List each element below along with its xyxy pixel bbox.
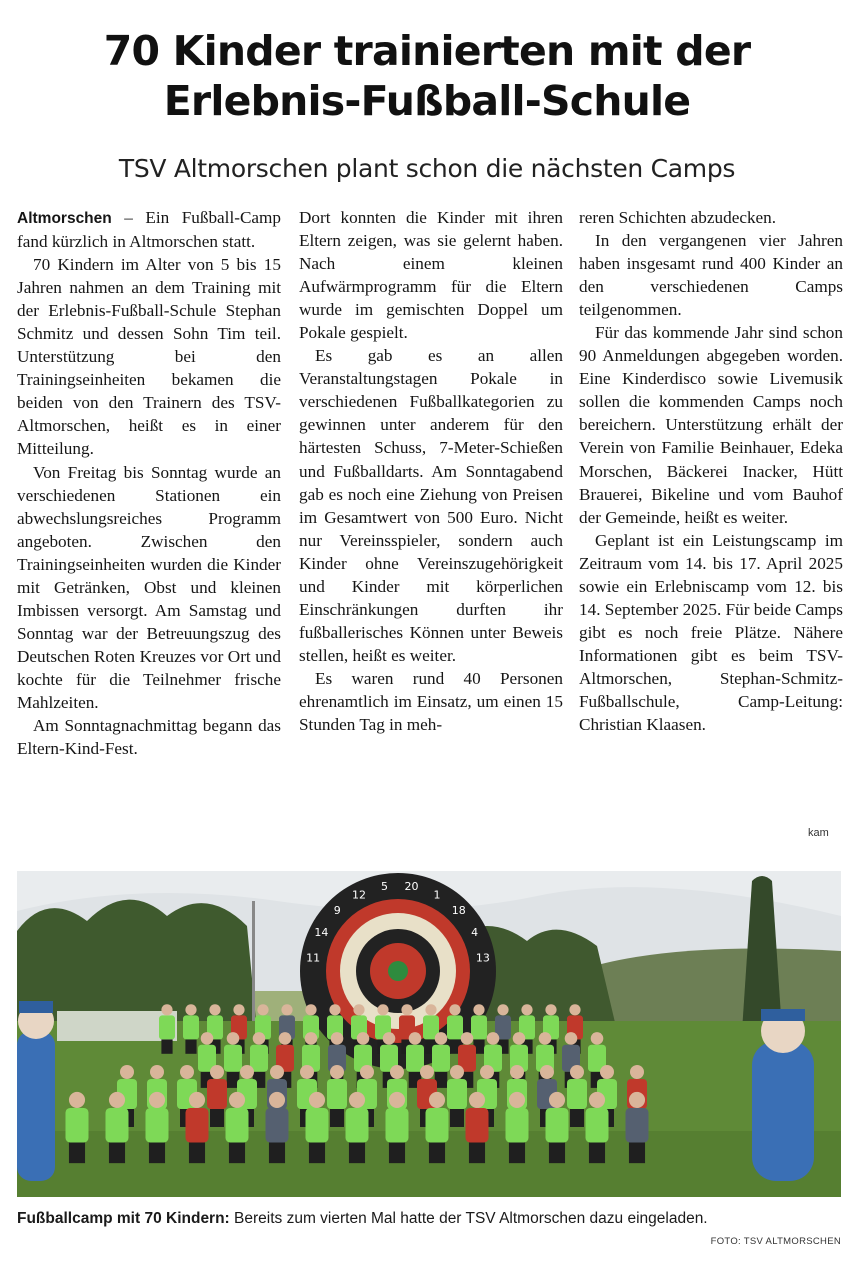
- paragraph-3: Von Freitag bis Sonntag wurde an verschiedenen Stationen ein abwechslungsreiches Programm angeboten. Zwischen den Trainingseinheiten wurden die Kinder mit Getränken, Obst und kleinen Imbissen versorgt. Am Samstag und Sonntag war der Betreuungszug des Deutschen Roten Kreuzes vor Ort und kochte für die Teilnehmer frische Mahlzeiten.: [17, 462, 281, 712]
- paragraph-9: Geplant ist ein Leistungscamp im Zeitraum vom 14. bis 17. April 2025 sowie ein Erlebniscamp vom 12. bis 14. September 2025. Für beide Camps gibt es noch freie Plätze. Nähere Informationen gibt es beim TSV-Altmorschen, Stephan-Schmitz-Fußballschule, Camp-Leitung: Christian Klaasen.: [579, 530, 843, 735]
- paragraph-4a: Am Sonntagnachmittag begann das Eltern-Kind-Fest.: [17, 716, 281, 759]
- dartboard-number: 12: [352, 888, 366, 902]
- paragraph-4b: Dort konnten die Kinder mit ihren Eltern zeigen, was sie gelernt haben. Nach einem kleinen Aufwärmprogramm für die Eltern wurde im gemischten Doppel um Pokale gespielt.: [299, 208, 563, 343]
- headline-line-2: Erlebnis-Fußball-Schule: [163, 77, 691, 125]
- dartboard-number: 13: [475, 951, 490, 965]
- caption-text: Bereits zum vierten Mal hatte der TSV Altmorschen dazu eingeladen.: [229, 1210, 708, 1227]
- author-initials: kam: [808, 827, 829, 839]
- photo-credit: FOTO: TSV ALTMORSCHEN: [710, 1236, 841, 1247]
- article-column-1: [17, 206, 281, 850]
- subheadline: TSV Altmorschen plant schon die nächsten Camps: [118, 154, 736, 183]
- dartboard-number: 20: [404, 880, 419, 894]
- caption-lead: Fußballcamp mit 70 Kindern:: [17, 1210, 230, 1227]
- paragraph-6b: reren Schichten abzudecken.: [579, 208, 777, 227]
- dartboard-number: 5: [381, 880, 388, 894]
- dartboard-number: 9: [333, 904, 341, 918]
- photo-caption: [17, 1207, 841, 1230]
- paragraph-1: [17, 206, 281, 253]
- dartboard-number: 11: [306, 951, 321, 965]
- paragraph-6a: Es waren rund 40 Personen ehrenamtlich im Einsatz, um einen 15 Stunden Tag in meh-: [299, 668, 563, 735]
- paragraph-2: 70 Kindern im Alter von 5 bis 15 Jahren nahmen an dem Training mit der Erlebnis-Fußball-Schule Stephan Schmitz und dessen Sohn Tim teil. Unterstützung bei den Trainingseinheiten bekamen die beiden von den Trainern des TSV-Altmorschen, heißt es in einer Mitteilung.: [17, 255, 281, 459]
- article-column-3: [579, 206, 843, 850]
- mascot-left: [17, 1001, 55, 1181]
- dateline: Altmorschen: [17, 210, 112, 227]
- dartboard-number: 1: [433, 888, 441, 902]
- headline: [14, 26, 840, 126]
- article-column-2: [299, 206, 563, 850]
- dartboard-number: 18: [451, 904, 466, 918]
- paragraph-5: Es gab es an allen Veranstaltungstagen Pokale in verschiedenen Fußballkategorien zu gewinnen unter anderem für den härtesten Schuss, 7-Meter-Schießen und Fußballdarts. Am Sonntagabend gab es noch eine Ziehung von Preisen im Gesamtwert von 500 Euro. Nicht nur Vereinsspieler, sondern auch Kinder ohne Vereinszugehörigkeit und Kinder mit körperlichen Einschränkungen durften ihr fußballerisches Können unter Beweis stellen, heißt es weiter.: [299, 346, 563, 665]
- paragraph-7: In den vergangenen vier Jahren haben insgesamt rund 400 Kinder an den verschiedenen Camps teilgenommen.: [579, 231, 843, 320]
- team-photo: [17, 871, 841, 1197]
- team-photo-illustration: [17, 871, 841, 1197]
- light-pole: [252, 901, 255, 1041]
- dartboard-number: 4: [471, 926, 479, 939]
- paragraph-1-text: – Ein Fußball-Camp fand kürzlich in Altmorschen statt.: [17, 208, 281, 252]
- paragraph-8: Für das kommende Jahr sind schon 90 Anmeldungen abgegeben worden. Eine Kinderdisco sowie Livemusik sollen die kommenden Camps noch bereichern. Unterstützung erhält der Verein von Familie Beinhauer, Edeka Morschen, Bäckerei Inacker, Hütt Brauerei, Bikeline und vom Bauhof der Gemeinde, heißt es weiter.: [579, 323, 843, 527]
- dartboard-number: 14: [314, 926, 329, 939]
- headline-line-1: 70 Kinder trainierten mit der: [103, 27, 751, 75]
